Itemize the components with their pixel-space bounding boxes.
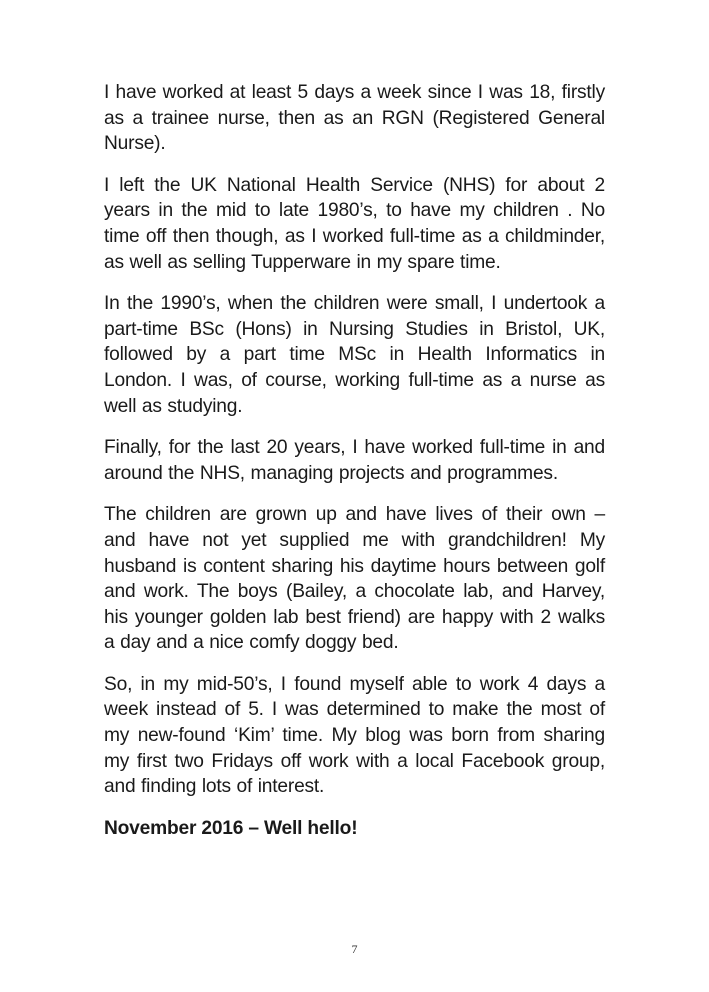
page-body	[104, 80, 605, 841]
section-heading: November 2016 – Well hello!	[104, 817, 358, 839]
paragraph-last-20-years: Finally, for the last 20 years, I have worked full-time in and around the NHS, managing projects and programmes.	[104, 437, 605, 484]
paragraph-work-history: I have worked at least 5 days a week since I was 18, firstly as a trainee nurse, then as an RGN (Registered General Nurse).	[104, 82, 605, 155]
paragraph-blog-origin: So, in my mid-50’s, I found myself able to work 4 days a week instead of 5. I was determined to make the most of my new-found ‘Kim’ time. My blog was born from sharing my first two Fridays off work with a local Facebook group, and finding lots of interest.	[104, 673, 605, 798]
page-number: 7	[351, 942, 358, 956]
paragraph-family: The children are grown up and have lives of their own – and have not yet supplied me with grandchildren! My husband is content sharing his daytime hours between golf and work. The boys (Bailey, a chocolate lab, and Harvey, his younger golden lab best friend) are happy with 2 walks a day and a nice comfy doggy bed.	[104, 504, 605, 654]
paragraph-left-nhs: I left the UK National Health Service (NHS) for about 2 years in the mid to late 1980’s, to have my children . No time off then though, as I worked full-time as a childminder, as well as selling Tupperware in my spare time.	[104, 174, 605, 273]
paragraph-studies: In the 1990’s, when the children were small, I undertook a part-time BSc (Hons) in Nursing Studies in Bristol, UK, followed by a part time MSc in Health Informatics in London. I was, of course, working full-time as a nurse as well as studying.	[104, 293, 605, 417]
